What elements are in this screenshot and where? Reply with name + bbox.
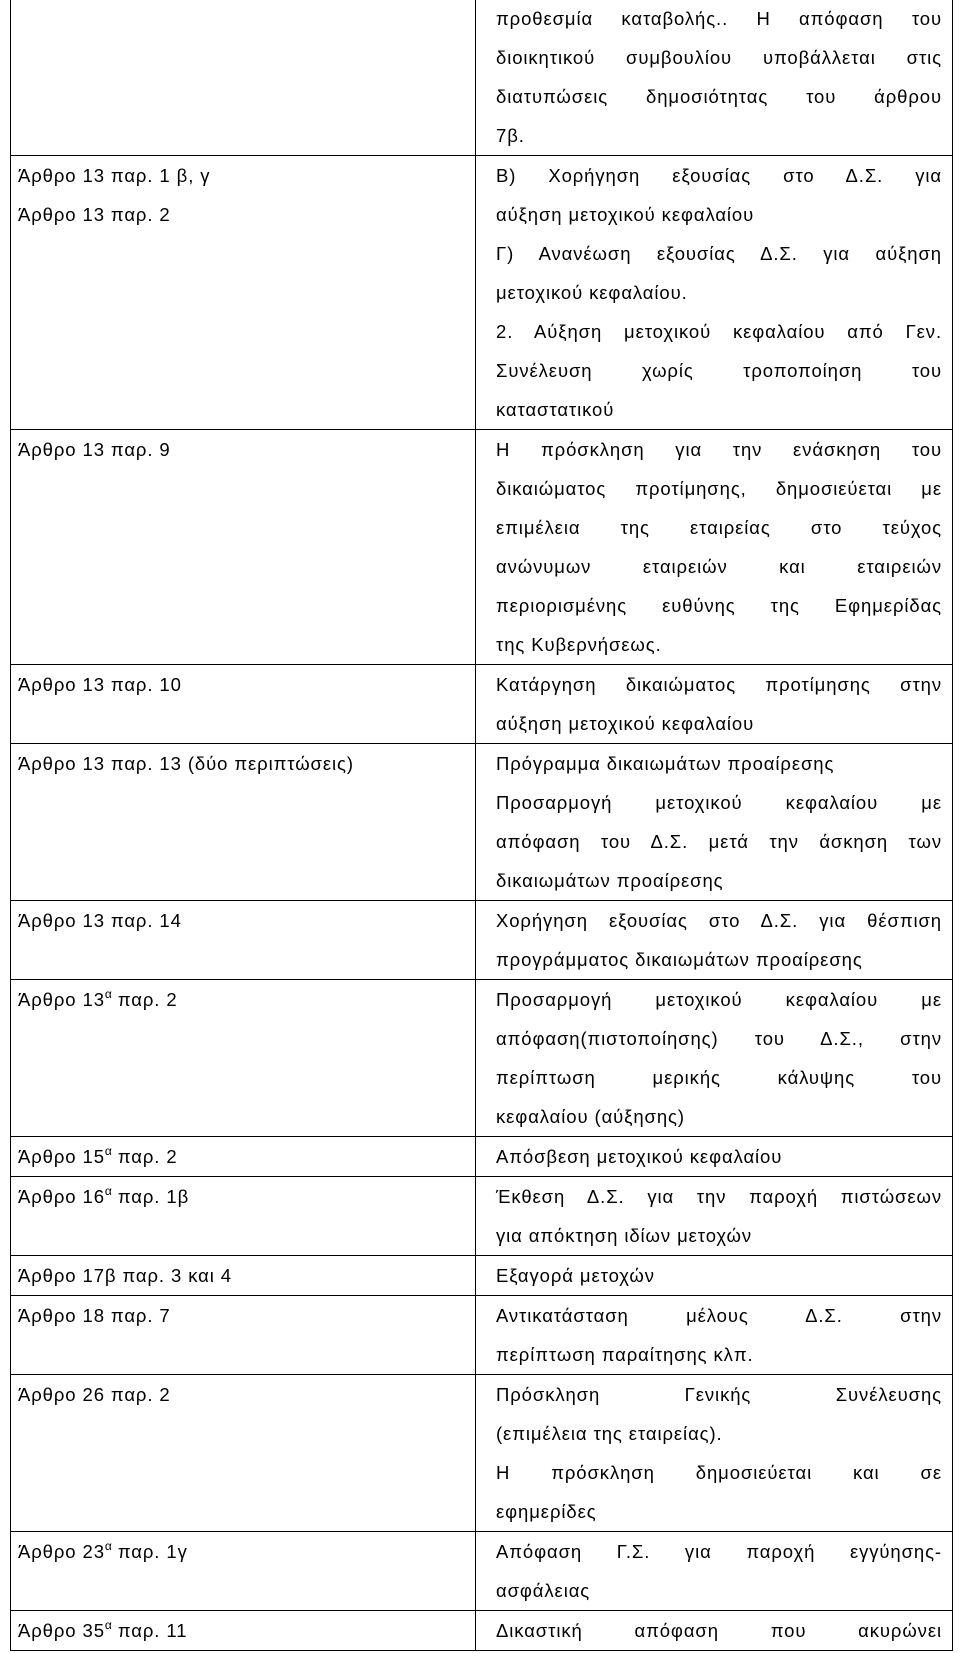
article-number: Άρθρο 15 bbox=[18, 1146, 105, 1167]
description-line: δικαιωμάτων προαίρεσης bbox=[496, 870, 724, 891]
description-line: Απόφαση Γ.Σ. για παροχή εγγύησης- bbox=[496, 1541, 942, 1562]
article-reference-cell bbox=[11, 1177, 476, 1256]
table-row bbox=[11, 1611, 953, 1651]
description-line: Η πρόσκληση δημοσιεύεται και σε bbox=[496, 1462, 942, 1483]
description-line: απόφαση του Δ.Σ. μετά την άσκηση των bbox=[496, 831, 942, 852]
article-number: Άρθρο 13 bbox=[18, 989, 105, 1010]
article-reference-cell bbox=[11, 744, 476, 901]
description-line: Β) Χορήγηση εξουσίας στο Δ.Σ. για bbox=[496, 165, 942, 186]
description-line: ανώνυμων εταιρειών και εταιρειών bbox=[496, 556, 942, 577]
articles-table-body bbox=[11, 0, 953, 1651]
article-number: Άρθρο 26 παρ. 2 bbox=[18, 1384, 171, 1405]
article-reference bbox=[18, 901, 475, 940]
article-reference bbox=[18, 1137, 475, 1176]
article-reference-cell bbox=[11, 430, 476, 665]
description-line: εφημερίδες bbox=[496, 1501, 597, 1522]
description-cell bbox=[476, 901, 953, 980]
description-line: κεφαλαίου (αύξησης) bbox=[496, 1106, 685, 1127]
table-row bbox=[11, 0, 953, 156]
article-number: Άρθρο 13 παρ. 13 (δύο περιπτώσεις) bbox=[18, 753, 354, 774]
article-number: Άρθρο 18 παρ. 7 bbox=[18, 1305, 171, 1326]
description-cell bbox=[476, 156, 953, 430]
table-row bbox=[11, 901, 953, 980]
article-number: Άρθρο 23 bbox=[18, 1541, 105, 1562]
article-reference-cell bbox=[11, 1256, 476, 1296]
article-number: Άρθρο 35 bbox=[18, 1620, 105, 1641]
description-line: για απόκτηση ιδίων μετοχών bbox=[496, 1225, 753, 1246]
description-line: Η πρόσκληση για την ενάσκηση του bbox=[496, 439, 942, 460]
description-line: Συνέλευση χωρίς τροποποίηση του bbox=[496, 360, 942, 381]
table-row bbox=[11, 1532, 953, 1611]
article-number: Άρθρο 16 bbox=[18, 1186, 105, 1207]
description-line: περίπτωση μερικής κάλυψης του bbox=[496, 1067, 942, 1088]
article-paragraph: παρ. 2 bbox=[111, 1146, 178, 1167]
description-cell bbox=[476, 980, 953, 1137]
article-paragraph: παρ. 2 bbox=[111, 989, 178, 1010]
description-line: Προσαρμογή μετοχικού κεφαλαίου με bbox=[496, 989, 942, 1010]
description-line: απόφαση(πιστοποίησης) του Δ.Σ., στην bbox=[496, 1028, 942, 1049]
article-reference-cell bbox=[11, 665, 476, 744]
article-reference-cell bbox=[11, 1611, 476, 1651]
description-cell bbox=[476, 1137, 953, 1177]
description-line: επιμέλεια της εταιρείας στο τεύχος bbox=[496, 517, 942, 538]
articles-table bbox=[10, 0, 953, 1651]
table-row bbox=[11, 1375, 953, 1532]
description-line: 7β. bbox=[496, 125, 525, 146]
table-row bbox=[11, 665, 953, 744]
description-line: Γ) Ανανέωση εξουσίας Δ.Σ. για αύξηση bbox=[496, 243, 942, 264]
description-line: διοικητικού συμβουλίου υποβάλλεται στις bbox=[496, 47, 942, 68]
description-line: Εξαγορά μετοχών bbox=[496, 1265, 655, 1286]
description-line: καταστατικού bbox=[496, 399, 615, 420]
article-reference bbox=[18, 1296, 475, 1335]
table-row bbox=[11, 1177, 953, 1256]
table-row bbox=[11, 156, 953, 430]
description-line: προγράμματος δικαιωμάτων προαίρεσης bbox=[496, 949, 863, 970]
description-cell bbox=[476, 0, 953, 156]
article-reference bbox=[18, 980, 475, 1019]
description-line: αύξηση μετοχικού κεφαλαίου bbox=[496, 713, 755, 734]
description-line: Έκθεση Δ.Σ. για την παροχή πιστώσεων bbox=[496, 1186, 942, 1207]
article-reference bbox=[18, 195, 475, 234]
description-cell bbox=[476, 1611, 953, 1651]
article-reference bbox=[18, 430, 475, 469]
description-line: Δικαστική απόφαση που ακυρώνει bbox=[496, 1620, 942, 1641]
article-reference bbox=[18, 1532, 475, 1571]
description-cell bbox=[476, 430, 953, 665]
article-paragraph: παρ. 11 bbox=[111, 1620, 188, 1641]
description-line: διατυπώσεις δημοσιότητας του άρθρου bbox=[496, 86, 942, 107]
article-superscript: α bbox=[104, 987, 112, 1001]
description-cell bbox=[476, 1256, 953, 1296]
description-cell bbox=[476, 744, 953, 901]
description-cell bbox=[476, 1375, 953, 1532]
description-line: μετοχικού κεφαλαίου. bbox=[496, 282, 688, 303]
article-reference-cell bbox=[11, 980, 476, 1137]
table-row bbox=[11, 1137, 953, 1177]
article-reference-cell bbox=[11, 1375, 476, 1532]
article-number: Άρθρο 13 παρ. 2 bbox=[18, 204, 171, 225]
article-superscript: α bbox=[104, 1539, 112, 1553]
table-row bbox=[11, 1296, 953, 1375]
description-line: Πρόγραμμα δικαιωμάτων προαίρεσης bbox=[496, 753, 835, 774]
article-reference bbox=[18, 1177, 475, 1216]
article-reference bbox=[18, 1256, 475, 1295]
article-paragraph: παρ. 1γ bbox=[111, 1541, 188, 1562]
article-reference-cell bbox=[11, 156, 476, 430]
description-line: 2. Αύξηση μετοχικού κεφαλαίου από Γεν. bbox=[496, 321, 942, 342]
description-line: περιορισμένης ευθύνης της Εφημερίδας bbox=[496, 595, 942, 616]
table-row bbox=[11, 744, 953, 901]
description-line: Πρόσκληση Γενικής Συνέλευσης bbox=[496, 1384, 942, 1405]
table-row bbox=[11, 980, 953, 1137]
article-paragraph: παρ. 1β bbox=[111, 1186, 190, 1207]
table-row bbox=[11, 430, 953, 665]
article-number: Άρθρο 13 παρ. 1 β, γ bbox=[18, 165, 211, 186]
article-reference-cell bbox=[11, 1296, 476, 1375]
description-cell bbox=[476, 665, 953, 744]
article-number: Άρθρο 13 παρ. 14 bbox=[18, 910, 182, 931]
description-line: Απόσβεση μετοχικού κεφαλαίου bbox=[496, 1146, 783, 1167]
article-reference bbox=[18, 1611, 475, 1650]
article-reference bbox=[18, 1375, 475, 1414]
description-line: περίπτωση παραίτησης κλπ. bbox=[496, 1344, 754, 1365]
article-superscript: α bbox=[104, 1184, 112, 1198]
article-number: Άρθρο 17β παρ. 3 και 4 bbox=[18, 1265, 232, 1286]
description-line: (επιμέλεια της εταιρείας). bbox=[496, 1423, 723, 1444]
article-reference-cell bbox=[11, 1137, 476, 1177]
description-cell bbox=[476, 1177, 953, 1256]
description-line: αύξηση μετοχικού κεφαλαίου bbox=[496, 204, 755, 225]
article-reference-cell bbox=[11, 1532, 476, 1611]
description-line: ασφάλειας bbox=[496, 1580, 591, 1601]
description-line: δικαιώματος προτίμησης, δημοσιεύεται με bbox=[496, 478, 942, 499]
article-reference-cell bbox=[11, 0, 476, 156]
article-reference-cell bbox=[11, 901, 476, 980]
description-line: Χορήγηση εξουσίας στο Δ.Σ. για θέσπιση bbox=[496, 910, 942, 931]
article-superscript: α bbox=[104, 1618, 112, 1632]
description-cell bbox=[476, 1296, 953, 1375]
description-line: Κατάργηση δικαιώματος προτίμησης στην bbox=[496, 674, 942, 695]
table-row bbox=[11, 1256, 953, 1296]
description-line: προθεσμία καταβολής.. Η απόφαση του bbox=[496, 8, 942, 29]
article-reference bbox=[18, 156, 475, 195]
description-cell bbox=[476, 1532, 953, 1611]
article-number: Άρθρο 13 παρ. 9 bbox=[18, 439, 171, 460]
article-number: Άρθρο 13 παρ. 10 bbox=[18, 674, 182, 695]
article-reference bbox=[18, 665, 475, 704]
description-line: Αντικατάσταση μέλους Δ.Σ. στην bbox=[496, 1305, 942, 1326]
article-superscript: α bbox=[104, 1144, 112, 1158]
article-reference bbox=[18, 744, 475, 783]
description-line: της Κυβερνήσεως. bbox=[496, 634, 662, 655]
description-line: Προσαρμογή μετοχικού κεφαλαίου με bbox=[496, 792, 942, 813]
